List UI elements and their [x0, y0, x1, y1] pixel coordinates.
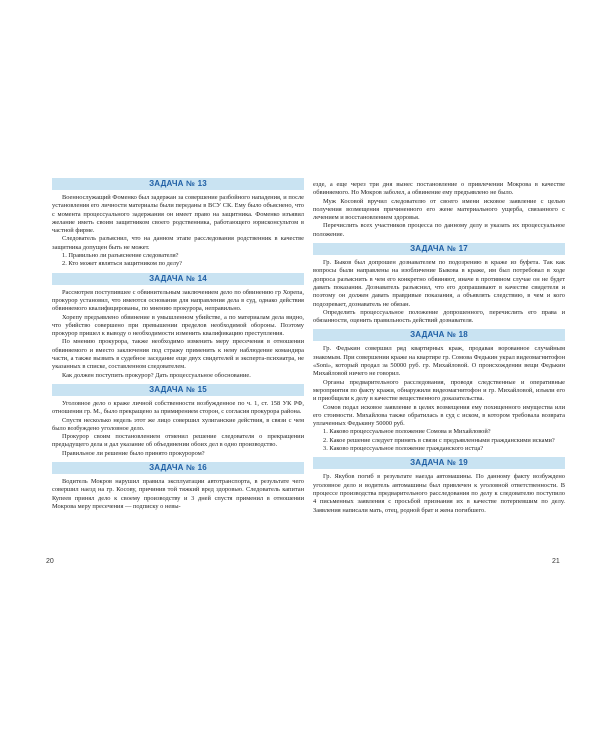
task-13-title: ЗАДАЧА № 13: [52, 178, 304, 190]
right-page-column: [313, 181, 565, 515]
page-number-left: 20: [46, 558, 54, 565]
task-13-paragraph: Военнослужащий Фоменко был задержан за совершение разбойного нападения, и после установления его личности материалы были переданы в ВСУ СК. Ему было объяснено, что с момента процессуального задержания он имеет право на защитника. Фоменко изъявил желание иметь своим защитником своего родственника, работающего юрисконсультом в частной фирме.: [52, 194, 304, 235]
task-19-title: ЗАДАЧА № 19: [313, 457, 565, 469]
task-18-question: 1. Каково процессуальное положение Сомова и Михайловой?: [323, 428, 491, 436]
task-13-paragraph: Следователь разъяснил, что на данном этапе расследования родственник в качестве защитника допущен быть не может.: [52, 235, 304, 251]
task-16-continuation: езде, а еще через три дня вынес постановление о привлечении Мокрова в качестве обвиняемого. Но Мокров заболел, а обвинение ему предъявлено не было.: [313, 181, 565, 197]
task-19-paragraph: Гр. Якубов погиб в результате наезда автомашины. По данному факту возбуждено уголовное дело и водитель автомашины был привлечен к уголовной ответственности. В процессе производства предварительного расследования по делу к следователю поступило 4 письменных заявления с просьбой признания их в качестве потерпевшим по делу. Заявления написали мать, отец, родной брат и жена погибшего.: [313, 473, 565, 514]
task-16-continuation: Муж Косовой вручил следователю от своего имени исковое заявление с целью получения возмещения причиненного его жене материального ущерба, связанного с лечением и восстановлением здоровья.: [313, 197, 565, 222]
task-15-paragraph: Прокурор своим постановлением отменил решение следователя о прекращении предыдущего дела и дал указание об объединении обоих дел в одно производство.: [52, 433, 304, 449]
task-15-paragraph: Правильное ли решение было принято прокурором?: [62, 449, 205, 457]
left-page-column: [52, 178, 304, 511]
task-18-questions: [313, 428, 565, 453]
task-18-title: ЗАДАЧА № 18: [313, 329, 565, 341]
task-18-question: 2. Какое решение следует принять в связи с предъявленными гражданскими исками?: [323, 436, 555, 444]
task-14-paragraph: По мнению прокурора, также необходимо изменить меру пресечения в отношении обвиняемого и вместо заключения под стражу применить к нему наблюдение командира части, а также вызвать в судебное заседание еще двух свидетелей и эксперта-психиатра, не указанных в списке, составленном следователем.: [52, 338, 304, 371]
task-18-paragraph: Органы предварительного расследования, проводя следственные и оперативные мероприятия по факту кражи, обнаружили видеомагнитофон и гр. Михайловой, изъяли его и приобщили к делу в качестве вещественного доказательства.: [313, 378, 565, 403]
task-17-paragraph: Определить процессуальное положение допрошенного, перечислить его права и обязанности, оценить правильность действий дознавателя.: [313, 308, 565, 325]
task-16-paragraph: Водитель Мокров нарушил правила эксплуатации автотранспорта, в результате чего совершил наезд на гр. Косову, причинив той тяжкий вред здоровью. Следователь капитан Купеев принял дело к своему производству и 3 дней спустя применил в отношении Мокрова меру пресечения — подписку о невы-: [52, 478, 304, 510]
page-number-right: 21: [552, 558, 560, 565]
task-17-paragraph: Гр. Быков был допрошен дознавателем по подозрению в краже из буфета. Так как вопросы были направлены на изобличение Быкова в краже, им был потребовал в ходе допроса разъяснить в чем его конкретно обвиняют, иначе в противном случае он не будет давать показания. Дознаватель разъяснил, что его допрашивают в качестве свидетеля и поэтому он должен давать правдивые показания, а объявлять следствию, в чем и кого подозревает, дознаватель не обязан.: [313, 259, 565, 308]
task-17-title: ЗАДАЧА № 17: [313, 243, 565, 255]
task-13-question: 1. Правильно ли разъяснение следователя?: [62, 252, 179, 260]
task-18-question: 3. Каково процессуальное положение гражданского истца?: [323, 445, 484, 453]
task-13-questions: [52, 252, 304, 269]
task-15-paragraph: Уголовное дело о краже личной собственности возбужденное по ч. 1, ст. 158 УК РФ, отношении гр. М., было прекращено за примирением сторон, с согласия прокурора района.: [52, 399, 304, 416]
task-14-paragraph: Хорепу предъявлено обвинение в умышленном убийстве, а по материалам дела видно, что убийство совершено при превышении пределов необходимой обороны. Поэтому прокурор пришел к выводу о необходимости изменить квалификацию преступления.: [52, 313, 304, 338]
task-18-paragraph: Сомов подал исковое заявление в целях возмещения ему похищенного имущества или его стоимости. Михайлова также обратилась в суд с иском, в котором требовала возврата уплаченных Федькину 50000 руб.: [313, 403, 565, 428]
task-14-paragraph: Как должен поступить прокурор? Дать процессуальное обоснование.: [62, 371, 251, 379]
task-14-title: ЗАДАЧА № 14: [52, 273, 304, 285]
task-13-question: 2. Кто может являться защитником по делу?: [62, 260, 182, 268]
task-15-title: ЗАДАЧА № 15: [52, 384, 304, 396]
task-18-paragraph: Гр. Федькин совершил ряд квартирных краж, продавая ворованное случайным знакомым. При совершении краже на квартире гр. Сомова Федькин украл видеомагнитофон «Soni», который продал за 50000 руб. гр. Михайловой. О происхождении вещи Федькин Михайловой ничего не говорил.: [313, 345, 565, 378]
task-15-paragraph: Спустя несколько недель этот же лицо совершил хулиганские действия, в связи с чем было возбуждено уголовное дело.: [52, 416, 304, 432]
task-14-paragraph: Рассмотрев поступившее с обвинительным заключением дело по обвинению гр Хорепа, прокурор установил, что имеются основания для направления дела в суд, однако действия обвиняемого квалифицированы, по мнению прокурора, неправильно.: [52, 288, 304, 313]
task-16-continuation: Перечислить всех участников процесса по данному делу и указать их процессуальное положение.: [313, 222, 565, 238]
task-16-title: ЗАДАЧА № 16: [52, 462, 304, 474]
